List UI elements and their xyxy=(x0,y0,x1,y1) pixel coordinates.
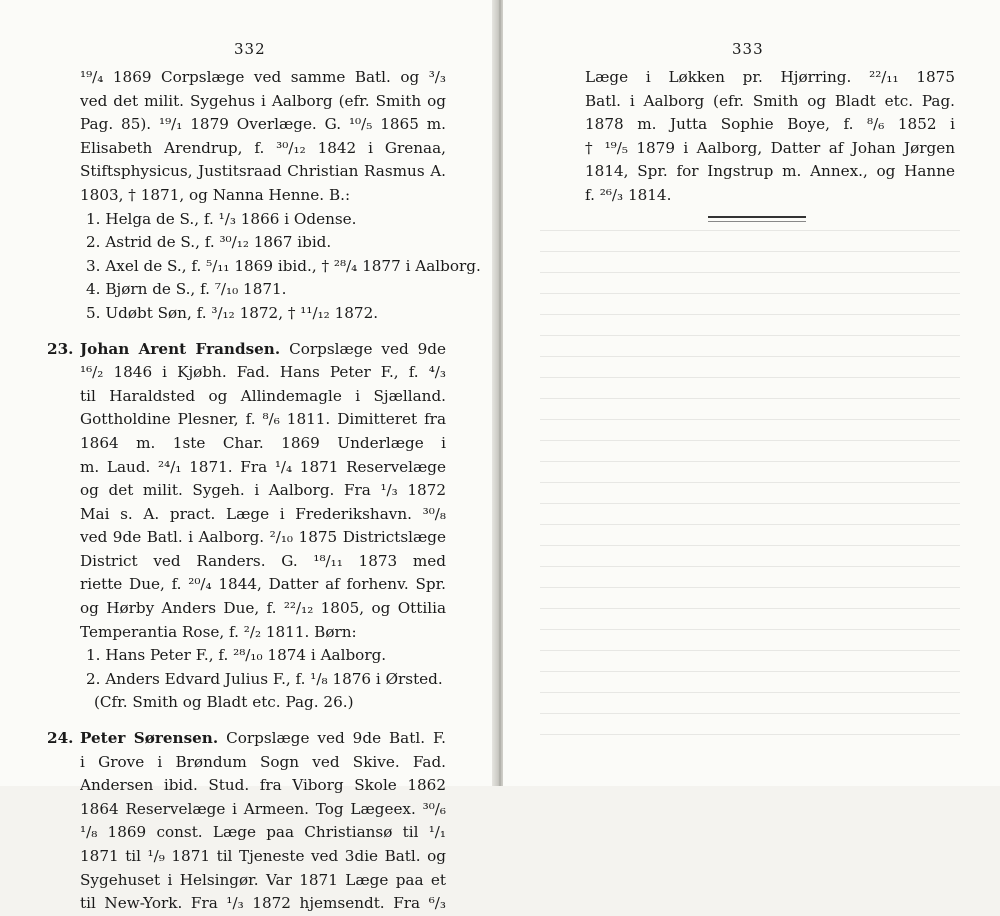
spacer xyxy=(80,715,446,727)
text-line: 1864 Reservelæge i Armeen. Tog Lægeex. ³⁰/₆ xyxy=(80,799,446,818)
entry-number: 24. xyxy=(47,729,74,748)
entry-23 xyxy=(47,338,446,716)
text-line: Temperantia Rose, f. ²/₂ 1811. Børn: xyxy=(80,622,357,641)
reference-note: (Cfr. Smith og Bladt etc. Pag. 26.) xyxy=(94,693,354,712)
page-number-left: 332 xyxy=(234,40,266,58)
text-line: Mai s. A. pract. Læge i Frederikshavn. ³⁰/₈ xyxy=(80,504,446,523)
child-list-item: 3. Axel de S., f. ⁵/₁₁ 1869 ibid., † ²⁸/₄ 1877 i Aalborg. xyxy=(86,256,481,275)
text-line: i Grove i Brøndum Sogn ved Skive. Fad. xyxy=(80,752,446,771)
spacer xyxy=(80,326,446,338)
text-line: Batl. i Aalborg (efr. Smith og Bladt etc. Pag. xyxy=(585,91,955,110)
entry-number: 23. xyxy=(47,339,74,358)
text-line: m. Laud. ²⁴/₁ 1871. Fra ¹/₄ 1871 Reservelæge xyxy=(80,457,446,476)
entry-name: Johan Arent Frandsen. xyxy=(80,339,281,358)
page-number-right: 333 xyxy=(732,40,764,58)
text-line: 1878 m. Jutta Sophie Boye, f. ⁸/₆ 1852 i xyxy=(585,115,955,134)
text-line: og det milit. Sygeh. i Aalborg. Fra ¹/₃ 1872 xyxy=(80,481,446,500)
right-text-block xyxy=(585,66,955,208)
text-line: og Hørby Anders Due, f. ²²/₁₂ 1805, og Ottilia xyxy=(80,599,446,618)
entry-heading-rest: Corpslæge ved 9de Batl. F. xyxy=(226,729,446,748)
text-line: ved det milit. Sygehus i Aalborg (efr. Smith og xyxy=(80,91,446,110)
text-line: 1814, Spr. for Ingstrup m. Annex., og Hanne xyxy=(585,162,955,181)
text-line: District ved Randers. G. ¹⁸/₁₁ 1873 med xyxy=(80,551,446,570)
text-line: † ¹⁹/₅ 1879 i Aalborg, Datter af Johan Jørgen xyxy=(585,138,955,157)
child-list-item: 5. Udøbt Søn, f. ³/₁₂ 1872, † ¹¹/₁₂ 1872. xyxy=(86,303,379,322)
text-line: til Haraldsted og Allindemagle i Sjælland. xyxy=(80,386,446,405)
child-list-item: 4. Bjørn de S., f. ⁷/₁₀ 1871. xyxy=(86,280,287,299)
section-divider-rule-thin xyxy=(708,221,806,222)
entry-heading-line xyxy=(80,338,446,362)
left-page xyxy=(0,0,497,913)
entry-heading-rest: Corpslæge ved 9de xyxy=(289,339,446,358)
text-line: ¹⁶/₂ 1846 i Kjøbh. Fad. Hans Peter F., f. ⁴/₃ xyxy=(80,363,446,382)
text-line: riette Due, f. ²⁰/₄ 1844, Datter af forhenv. Spr. xyxy=(80,575,446,594)
text-line: f. ²⁶/₃ 1814. xyxy=(585,185,672,204)
child-list-item: 1. Helga de S., f. ¹/₃ 1866 i Odense. xyxy=(86,209,357,228)
entry-name: Peter Sørensen. xyxy=(80,729,219,748)
left-text-block xyxy=(47,66,481,916)
text-line: Elisabeth Arendrup, f. ³⁰/₁₂ 1842 i Grenaa, xyxy=(80,138,446,157)
child-list-item: 1. Hans Peter F., f. ²⁸/₁₀ 1874 i Aalborg. xyxy=(86,646,387,665)
text-line: ved 9de Batl. i Aalborg. ²/₁₀ 1875 Districtslæge xyxy=(80,528,446,547)
child-list-item: 2. Astrid de S., f. ³⁰/₁₂ 1867 ibid. xyxy=(86,233,332,252)
text-line: Sygehuset i Helsingør. Var 1871 Læge paa et xyxy=(80,870,446,889)
section-divider-rule xyxy=(708,216,806,218)
text-line: Pag. 85). ¹⁹/₁ 1879 Overlæge. G. ¹⁰/₅ 1865 m. xyxy=(80,115,446,134)
text-line: til New-York. Fra ¹/₃ 1872 hjemsendt. Fra ⁶/₃ xyxy=(80,894,446,913)
text-line: 1864 m. 1ste Char. 1869 Underlæge i xyxy=(80,433,446,452)
entry-24 xyxy=(47,727,446,916)
text-line: Gottholdine Plesner, f. ⁸/₆ 1811. Dimitteret fra xyxy=(80,410,446,429)
text-line: Læge i Løkken pr. Hjørring. ²²/₁₁ 1875 xyxy=(585,68,955,86)
text-line: ¹/₈ 1869 const. Læge paa Christiansø til ¹/₁ xyxy=(80,823,446,842)
show-through-texture xyxy=(540,230,960,750)
text-line: Andersen ibid. Stud. fra Viborg Skole 1862 xyxy=(80,776,446,795)
text-line: 1803, † 1871, og Nanna Henne. B.: xyxy=(80,185,351,204)
text-line: Stiftsphysicus, Justitsraad Christian Rasmus A. xyxy=(80,162,446,181)
text-line: ¹⁹/₄ 1869 Corpslæge ved samme Batl. og ³/₃ xyxy=(80,68,446,86)
child-list-item: 2. Anders Edvard Julius F., f. ¹/₈ 1876 i Ørsted. xyxy=(86,669,443,688)
entry-heading-line xyxy=(80,727,446,751)
text-line: 1871 til ¹/₉ 1871 til Tjeneste ved 3die Batl. og xyxy=(80,847,446,865)
